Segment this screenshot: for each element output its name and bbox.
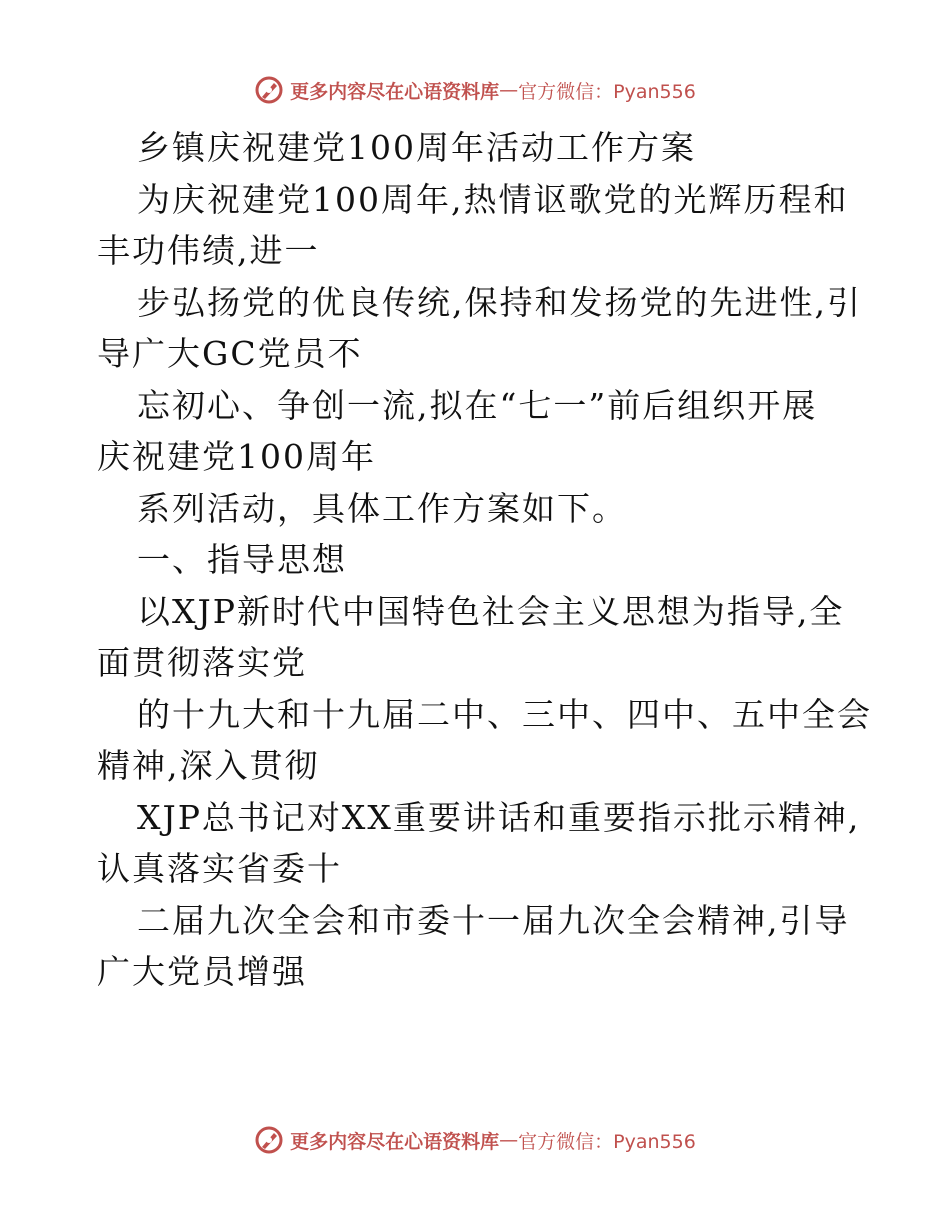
doc-line: XJP总书记对XX重要讲话和重要指示批示精神, bbox=[137, 797, 861, 837]
header-watermark bbox=[0, 70, 950, 110]
watermark-text: 更多内容尽在心语资料库 bbox=[290, 1130, 500, 1153]
doc-line: 导广大GC党员不 bbox=[97, 334, 363, 373]
doc-line: 的十九大和十九届二中、三中、四中、五中全会 bbox=[137, 694, 872, 734]
pen-logo-icon bbox=[254, 1125, 284, 1155]
doc-title: 乡镇庆祝建党100周年活动工作方案 bbox=[137, 128, 696, 167]
section-heading: 一、指导思想 bbox=[137, 540, 347, 579]
doc-line: 步弘扬党的优良传统,保持和发扬党的先进性,引 bbox=[137, 282, 862, 322]
watermark-account: 官方微信：Pyan556 bbox=[518, 80, 696, 103]
doc-line: 系列活动，具体工作方案如下。 bbox=[137, 488, 627, 528]
watermark-separator: — bbox=[499, 1129, 519, 1151]
doc-line: 丰功伟绩,进一 bbox=[97, 231, 320, 270]
document-body bbox=[97, 122, 877, 998]
doc-line: 以XJP新时代中国特色社会主义思想为指导,全 bbox=[137, 591, 845, 631]
doc-line: 认真落实省委十 bbox=[97, 849, 342, 888]
doc-line: 二届九次全会和市委十一届九次全会精神,引导 bbox=[137, 900, 850, 940]
footer-watermark bbox=[0, 1120, 950, 1160]
watermark-separator: — bbox=[499, 79, 519, 101]
doc-line: 精神,深入贯彻 bbox=[97, 746, 320, 785]
doc-line: 忘初心、争创一流,拟在“七一”前后组织开展 bbox=[137, 385, 818, 425]
doc-line: 面贯彻落实党 bbox=[97, 643, 307, 682]
doc-line: 庆祝建党100周年 bbox=[97, 437, 376, 476]
doc-line: 广大党员增强 bbox=[97, 952, 307, 991]
pen-logo-icon bbox=[254, 75, 284, 105]
watermark-account: 官方微信：Pyan556 bbox=[518, 1130, 696, 1153]
watermark-text: 更多内容尽在心语资料库 bbox=[290, 80, 500, 103]
doc-line: 为庆祝建党100周年,热情讴歌党的光辉历程和 bbox=[137, 179, 849, 219]
